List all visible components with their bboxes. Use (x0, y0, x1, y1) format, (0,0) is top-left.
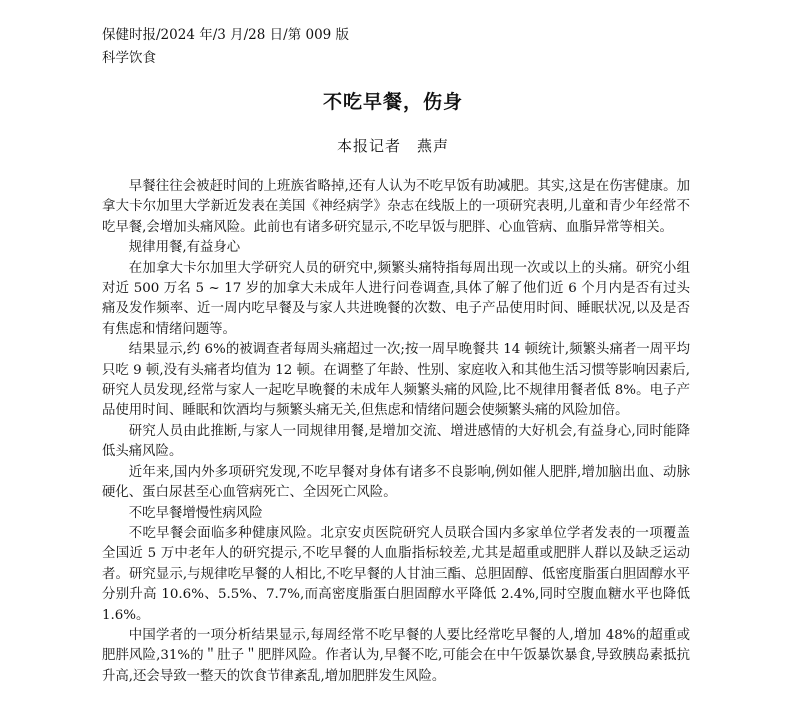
publication-source: 保健时报/2024 年/3 月/28 日/第 009 版 (102, 27, 350, 43)
subheading-regular-meals: 规律用餐,有益身心 (128, 240, 241, 256)
article-body (102, 177, 690, 687)
paragraph-obesity-risk: 中国学者的一项分析结果显示,每周经常不吃早餐的人要比经常吃早餐的人,增加 48%的超重或肥胖风险,31%的＂肚子＂肥胖风险。作者认为,早餐不吃,可能会在中午饭暴饮暴食,导致胰岛素抵抗升高,还会导致一整天的饮食节律紊乱,增加肥胖发生风险。 (102, 627, 690, 684)
paragraph-intro: 早餐往往会被赶时间的上班族省略掉,还有人认为不吃早饭有助减肥。其实,这是在伤害健康。加拿大卡尔加里大学新近发表在美国《神经病学》杂志在线版上的一项研究表明,儿童和青少年经常不吃早餐,会增加头痛风险。此前也有诸多研究显示,不吃早饭与肥胖、心血管病、血脂异常等相关。 (102, 179, 690, 235)
article-title: 不吃早餐，伤身 (322, 91, 463, 113)
paragraph-other-research: 近年来,国内外多项研究发现,不吃早餐对身体有诸多不良影响,例如催人肥胖,增加脑出血、动脉硬化、蛋白尿甚至心血管病死亡、全因死亡风险。 (102, 464, 690, 501)
paragraph-blood-lipids: 不吃早餐会面临多种健康风险。北京安贞医院研究人员联合国内多家单位学者发表的一项覆盖全国近 5 万中老年人的研究提示,不吃早餐的人血脂指标较差,尤其是超重或肥胖人群以及缺乏运动者。研究显示,与规律吃早餐的人相比,不吃早餐的人甘油三酯、总胆固醇、低密度脂蛋白胆固醇水平分别升高 10.6%、5.5%、7.7%,而高密度脂蛋白胆固醇水平降低 2.4%,同时空腹血糖水平也降低 1.6%。 (102, 525, 690, 623)
paragraph-study-results: 结果显示,约 6%的被调查者每周头痛超过一次;按一周早晚餐共 14 顿统计,频繁头痛者一周平均只吃 9 顿,没有头痛者均值为 12 顿。在调整了年龄、性别、家庭收入和其他生活习惯等影响因素后,研究人员发现,经常与家人一起吃早晚餐的未成年人频繁头痛的风险,比不规律用餐者低 8%。电子产品使用时间、睡眠和饮酒均与频繁头痛无关,但焦虑和情绪问题会使频繁头痛的风险加倍。 (102, 342, 690, 419)
section-label: 科学饮食 (102, 50, 156, 66)
subheading-chronic-disease: 不吃早餐增慢性病风险 (128, 505, 263, 521)
article-byline: 本报记者 燕声 (336, 137, 449, 155)
paragraph-inference: 研究人员由此推断,与家人一同规律用餐,是增加交流、增进感情的大好机会,有益身心,同时能降低头痛风险。 (102, 423, 690, 460)
paragraph-study-design: 在加拿大卡尔加里大学研究人员的研究中,频繁头痛特指每周出现一次或以上的头痛。研究小组对近 500 万名 5 ~ 17 岁的加拿大未成年人进行问卷调查,具体了解了他们近 6 个月内是否有过头痛及发作频率、近一周内吃早餐及与家人共进晚餐的次数、电子产品使用时间、睡眠状况,以及是否有焦虑和情绪问题等。 (102, 260, 690, 337)
